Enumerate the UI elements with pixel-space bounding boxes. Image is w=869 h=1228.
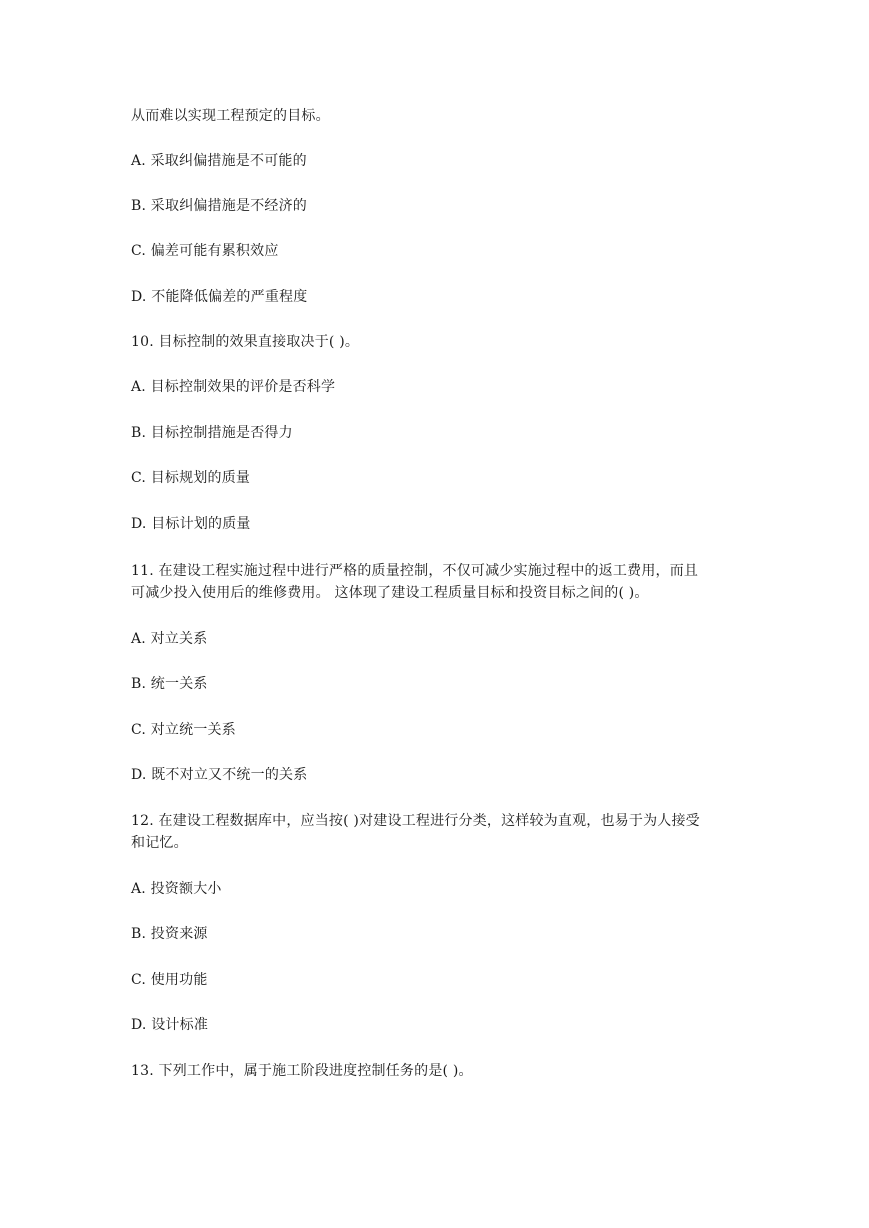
- question-stem: 11. 在建设工程实施过程中进行严格的质量控制，不仅可减少实施过程中的返工费用，而且: [131, 563, 699, 579]
- question-stem: 13. 下列工作中，属于施工阶段进度控制任务的是( )。: [131, 1063, 473, 1079]
- option-text: A. 投资额大小: [131, 881, 222, 897]
- intro-fragment: 从而难以实现工程预定的目标。: [131, 108, 330, 124]
- option-text: D. 既不对立又不统一的关系: [131, 767, 308, 783]
- option-text: D. 设计标准: [131, 1017, 209, 1033]
- option-text: B. 采取纠偏措施是不经济的: [131, 198, 307, 214]
- question-stem: 10. 目标控制的效果直接取决于( )。: [131, 334, 360, 350]
- question-stem-continuation: 可减少投入使用后的维修费用。 这体现了建设工程质量目标和投资目标之间的( )。: [131, 585, 649, 601]
- option-text: C. 偏差可能有累积效应: [131, 243, 279, 259]
- option-text: A. 对立关系: [131, 631, 208, 647]
- option-text: C. 对立统一关系: [131, 722, 236, 738]
- option-text: C. 目标规划的质量: [131, 470, 251, 486]
- option-text: D. 目标计划的质量: [131, 516, 251, 532]
- option-text: B. 目标控制措施是否得力: [131, 425, 293, 441]
- option-text: B. 统一关系: [131, 676, 208, 692]
- option-text: C. 使用功能: [131, 972, 208, 988]
- option-text: B. 投资来源: [131, 926, 208, 942]
- question-stem: 12. 在建设工程数据库中，应当按( )对建设工程进行分类，这样较为直观，也易于为人接受: [131, 813, 700, 829]
- option-text: A. 采取纠偏措施是不可能的: [131, 153, 307, 169]
- question-stem-continuation: 和记忆。: [131, 835, 188, 851]
- option-text: D. 不能降低偏差的严重程度: [131, 289, 308, 305]
- option-text: A. 目标控制效果的评价是否科学: [131, 379, 336, 395]
